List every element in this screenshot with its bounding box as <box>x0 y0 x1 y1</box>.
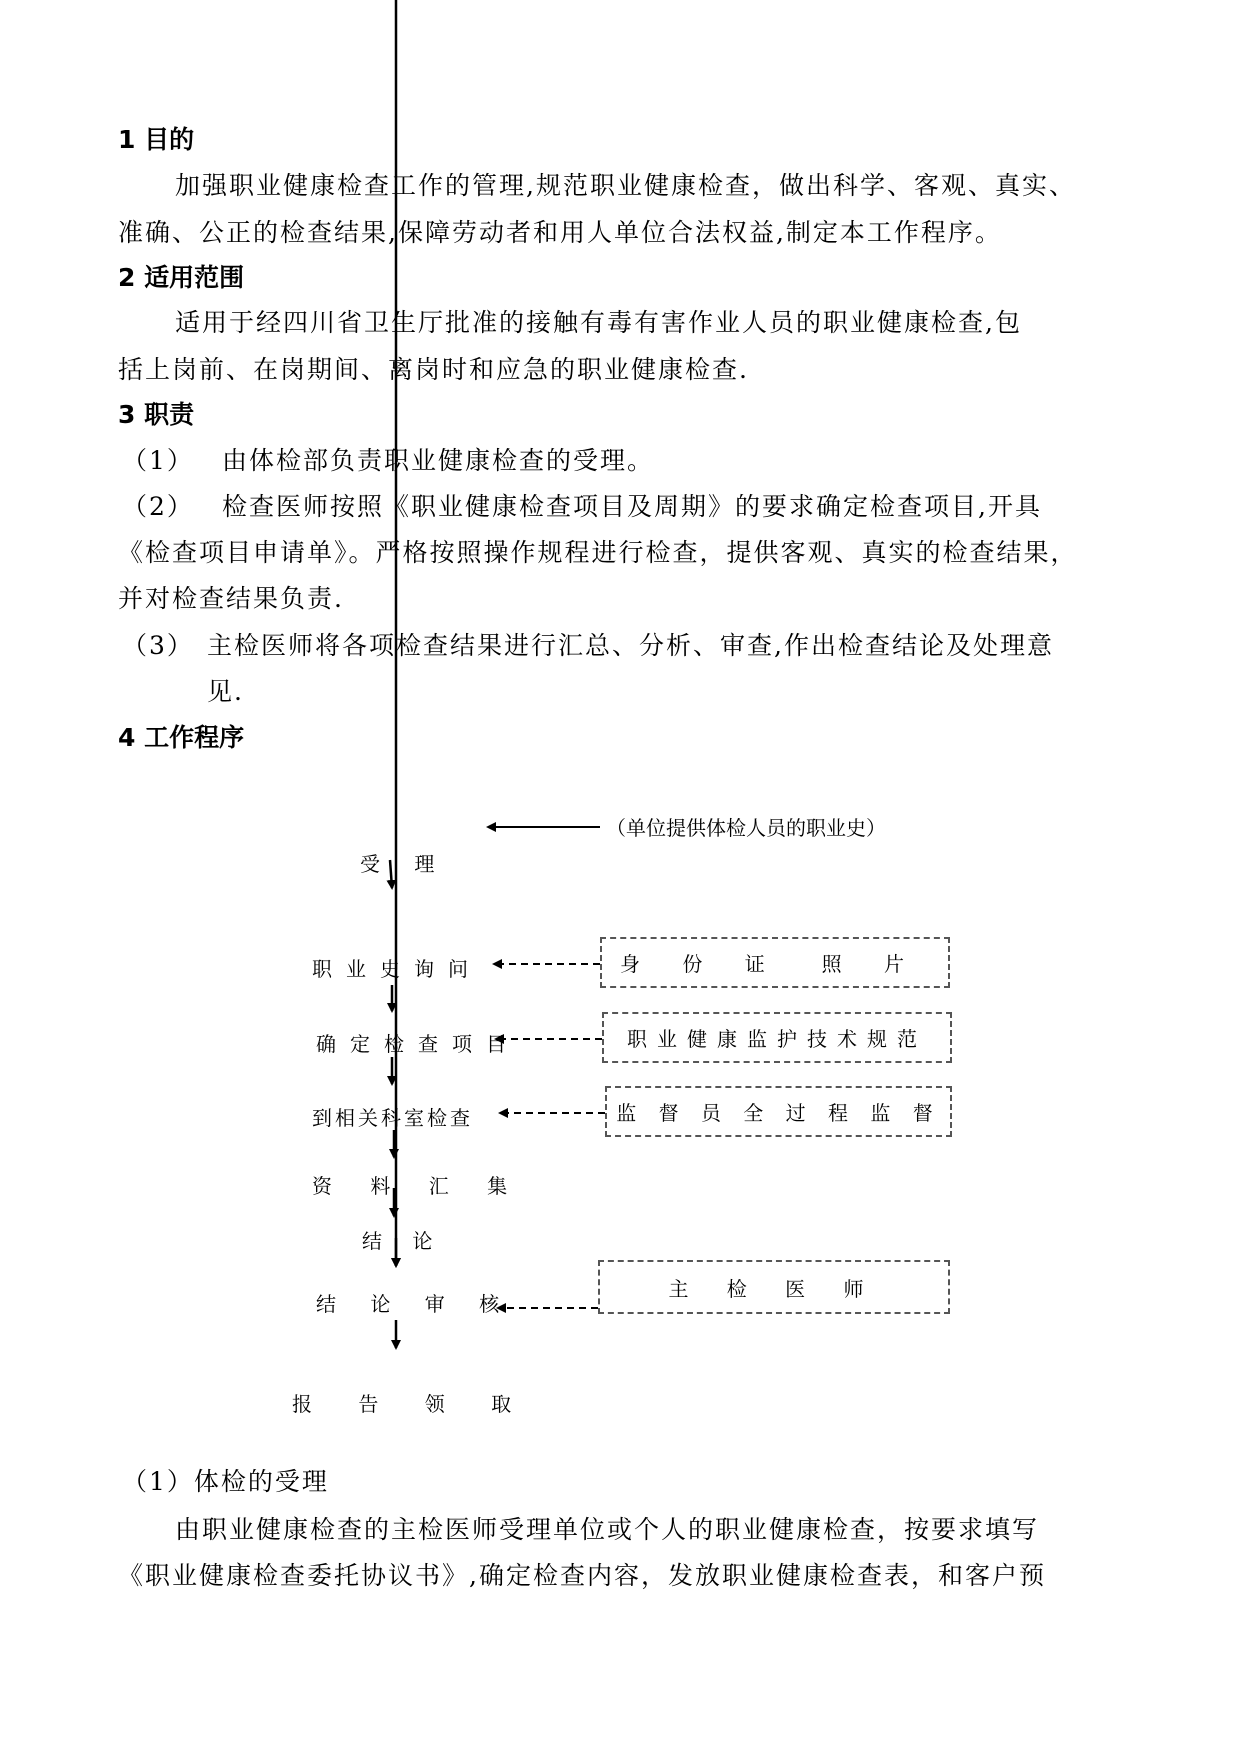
subsection-1-title: （1）体检的受理 <box>122 1467 329 1496</box>
flow-step-conclusion: 结 论 <box>362 1229 445 1253</box>
flow-step-exam: 到相关科室检查 <box>312 1106 473 1130</box>
flow-box-id-photo <box>600 937 950 988</box>
section-1-heading: 1 目的 <box>118 125 195 154</box>
flow-step-report: 报 告 领 取 <box>292 1392 532 1416</box>
duty-item-number: （2） <box>122 492 194 521</box>
flow-step-collect: 资 料 汇 集 <box>312 1174 524 1198</box>
duty-item-text: 由体检部负责职业健康检查的受理。 <box>222 446 655 475</box>
flow-step-history: 职业史询问 <box>312 957 482 981</box>
section-2-paragraph-line: 适用于经四川省卫生厅批准的接触有毒有害作业人员的职业健康检查,包 <box>175 308 1022 337</box>
duty-item-number: （1） <box>122 446 194 475</box>
box-chief-doctor-label: 主 检 医 师 <box>668 1276 880 1301</box>
box-supervisor-label: 监 督 员 全 过 程 监 督 <box>616 1101 941 1125</box>
flow-step-review: 结 论 审 核 <box>316 1292 514 1316</box>
section-1-paragraph-line: 加强职业健康检查工作的管理,规范职业健康检查，做出科学、客观、真实、 <box>175 171 1076 200</box>
section-1-paragraph-line: 准确、公正的检查结果,保障劳动者和用人单位合法权益,制定本工作程序。 <box>118 218 1002 247</box>
duty-item-text: 检查医师按照《职业健康检查项目及周期》的要求确定检查项目,开具 <box>222 492 1042 521</box>
section-3-heading: 3 职责 <box>118 400 195 429</box>
section-2-heading: 2 适用范围 <box>118 263 245 292</box>
duty-item-text: 见. <box>207 677 244 706</box>
box-id-card-label: 身 份 证 <box>620 952 783 976</box>
duty-item-text: 主检医师将各项检查结果进行汇总、分析、审查,作出检查结论及处理意 <box>207 631 1054 660</box>
box-photo-label: 照 片 <box>821 952 922 976</box>
flow-step-determine: 确定检查项目 <box>316 1032 520 1056</box>
box-standard-label: 职业健康监护技术规范 <box>627 1027 927 1051</box>
section-2-paragraph-line: 括上岗前、在岗期间、离岗时和应急的职业健康检查. <box>118 355 749 384</box>
duty-item-text: 《检查项目申请单》。严格按照操作规程进行检查，提供客观、真实的检查结果， <box>118 538 1078 567</box>
flow-top-note: （单位提供体检人员的职业史） <box>606 816 886 840</box>
duty-item-text: 并对检查结果负责. <box>118 584 344 613</box>
section-4-heading: 4 工作程序 <box>118 723 245 752</box>
flow-box-standard <box>602 1012 952 1063</box>
subsection-1-paragraph-line: 由职业健康检查的主检医师受理单位或个人的职业健康检查，按要求填写 <box>175 1515 1040 1544</box>
flow-step-accept: 受 理 <box>360 852 449 876</box>
duty-item-number: （3） <box>122 631 194 660</box>
flow-box-supervisor <box>605 1086 952 1137</box>
subsection-1-paragraph-line: 《职业健康检查委托协议书》,确定检查内容，发放职业健康检查表，和客户预 <box>118 1561 1046 1590</box>
flow-box-chief-doctor <box>598 1260 950 1314</box>
